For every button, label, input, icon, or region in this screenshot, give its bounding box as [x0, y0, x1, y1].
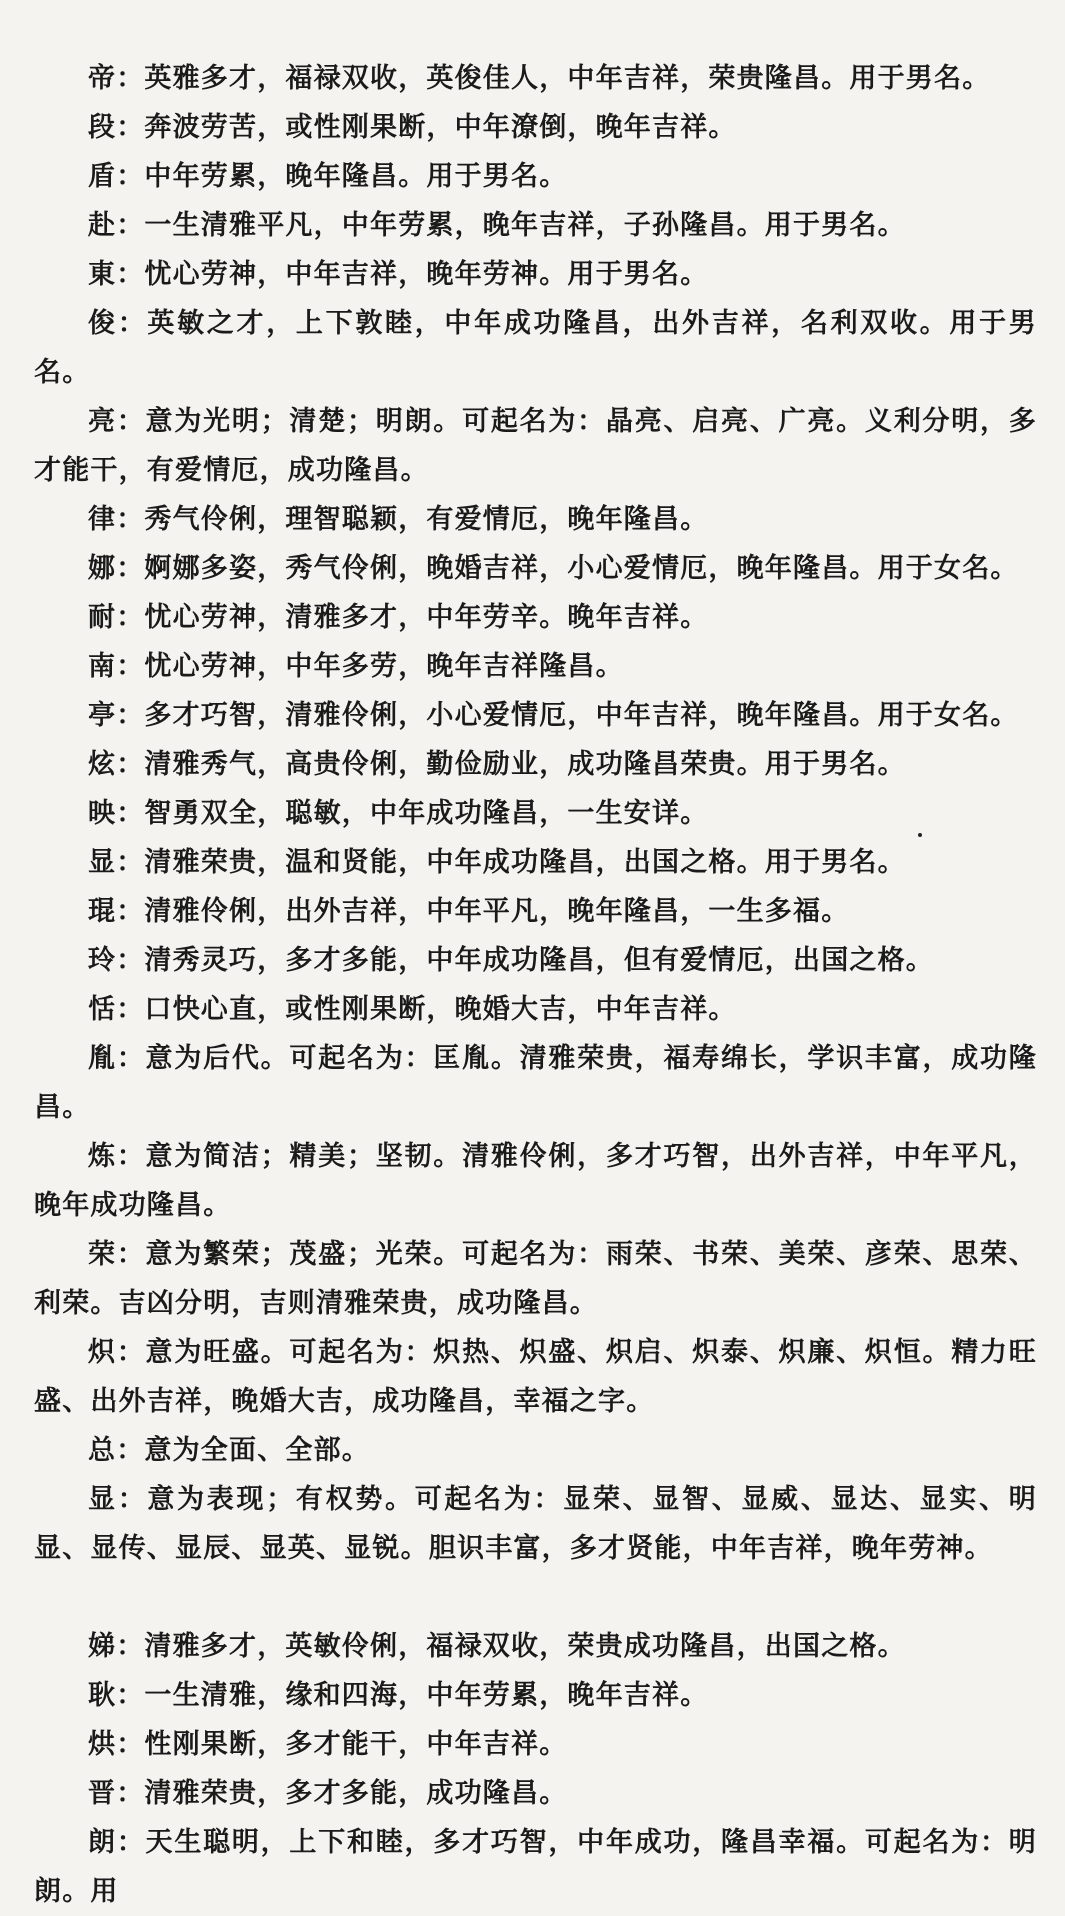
- entry-character: 律: [88, 504, 117, 535]
- dictionary-entry: [34, 1034, 1037, 1132]
- entry-character: 帝: [88, 63, 117, 94]
- entry-definition: ：清雅秀气，高贵伶俐，勤俭励业，成功隆昌荣贵。用于男名。: [116, 749, 906, 780]
- entry-definition: ：婀娜多姿，秀气伶俐，晚婚吉祥，小心爱情厄，晚年隆昌。用于女名。: [116, 553, 1019, 584]
- dictionary-entry: [34, 152, 1037, 201]
- entry-definition: ：英敏之才，上下敦睦，中年成功隆昌，出外吉祥，名利双收。用于男名。: [34, 308, 1037, 388]
- entry-character: 琨: [88, 896, 117, 927]
- dictionary-entry: [34, 397, 1037, 495]
- entry-definition: ：清秀灵巧，多才多能，中年成功隆昌，但有爱情厄，出国之格。: [116, 945, 935, 976]
- entry-definition: ：意为全面、全部。: [116, 1435, 371, 1466]
- dictionary-entry: [34, 789, 1037, 838]
- dictionary-entry: [34, 642, 1037, 691]
- dictionary-entry: [34, 1328, 1037, 1426]
- entry-definition: ：忧心劳神，清雅多才，中年劳辛。晚年吉祥。: [116, 602, 709, 633]
- dictionary-entry: [34, 1132, 1037, 1230]
- entry-character: 显: [88, 1484, 118, 1515]
- entry-definition: ：意为旺盛。可起名为：炽热、炽盛、炽启、炽泰、炽廉、炽恒。精力旺盛、出外吉祥，晚婚大吉，成功隆昌，幸福之字。: [34, 1337, 1037, 1417]
- dictionary-entry: [34, 495, 1037, 544]
- entry-character: 映: [88, 798, 117, 829]
- entry-definition: ：清雅伶俐，出外吉祥，中年平凡，晚年隆昌，一生多福。: [116, 896, 850, 927]
- entry-definition: ：清雅荣贵，多才多能，成功隆昌。: [116, 1778, 568, 1809]
- entry-character: 段: [88, 112, 117, 143]
- entry-definition: ：清雅荣贵，温和贤能，中年成功隆昌，出国之格。用于男名。: [116, 847, 906, 878]
- entries-bottom: [34, 1622, 1037, 1916]
- entry-definition: ：意为表现；有权势。可起名为：显荣、显智、显威、显达、显实、明显、显传、显辰、显英、显锐。胆识丰富，多才贤能，中年吉祥，晚年劳神。: [34, 1484, 1037, 1564]
- dictionary-entry: [34, 593, 1037, 642]
- dictionary-entry: [34, 1475, 1037, 1573]
- entry-character: 晋: [88, 1778, 117, 1809]
- entry-definition: ：意为后代。可起名为：匡胤。清雅荣贵，福寿绵长，学识丰富，成功隆昌。: [34, 1043, 1037, 1123]
- entry-character: 赴: [88, 210, 117, 241]
- entry-character: 玲: [88, 945, 117, 976]
- entry-definition: ：秀气伶俐，理智聪颖，有爱情厄，晚年隆昌。: [116, 504, 709, 535]
- entry-definition: ：性刚果断，多才能干，中年吉祥。: [116, 1729, 568, 1760]
- entry-character: 显: [88, 847, 117, 878]
- section-gap: [34, 1573, 1037, 1622]
- dictionary-entry: [34, 1769, 1037, 1818]
- dictionary-entry: [34, 838, 1037, 887]
- entry-definition: ：口快心直，或性刚果断，晚婚大吉，中年吉祥。: [116, 994, 737, 1025]
- entry-character: 恬: [88, 994, 117, 1025]
- entry-character: 朗: [88, 1827, 117, 1858]
- entry-definition: ：一生清雅，缘和四海，中年劳累，晚年吉祥。: [116, 1680, 709, 1711]
- entry-character: 荣: [88, 1239, 117, 1270]
- dictionary-entry: [34, 1720, 1037, 1769]
- dictionary-entry: [34, 1426, 1037, 1475]
- dictionary-entry: [34, 544, 1037, 593]
- dictionary-entry: [34, 1230, 1037, 1328]
- entry-definition: ：一生清雅平凡，中年劳累，晚年吉祥，子孙隆昌。用于男名。: [116, 210, 906, 241]
- entry-character: 亭: [88, 700, 117, 731]
- entry-definition: ：中年劳累，晚年隆昌。用于男名。: [116, 161, 568, 192]
- entry-definition: ：天生聪明，上下和睦，多才巧智，中年成功，隆昌幸福。可起名为：明朗。用: [34, 1827, 1037, 1907]
- dictionary-entry: [34, 1622, 1037, 1671]
- entry-character: 娜: [88, 553, 117, 584]
- dictionary-entry: [34, 691, 1037, 740]
- entry-character: 娣: [88, 1631, 117, 1662]
- entry-definition: ：英雅多才，福禄双收，英俊佳人，中年吉祥，荣贵隆昌。用于男名。: [116, 63, 991, 94]
- dictionary-entry: [34, 201, 1037, 250]
- entry-definition: ：奔波劳苦，或性刚果断，中年潦倒，晚年吉祥。: [116, 112, 737, 143]
- dictionary-entry: [34, 1671, 1037, 1720]
- dictionary-entry: [34, 740, 1037, 789]
- entry-character: 耐: [88, 602, 117, 633]
- print-speck: [918, 833, 922, 837]
- entry-definition: ：意为光明；清楚；明朗。可起名为：晶亮、启亮、广亮。义利分明，多才能干，有爱情厄，成功隆昌。: [34, 406, 1037, 486]
- entry-definition: ：意为简洁；精美；坚韧。清雅伶俐，多才巧智，出外吉祥，中年平凡，晚年成功隆昌。: [34, 1141, 1037, 1221]
- entries-top: [34, 54, 1037, 1573]
- entry-character: 東: [88, 259, 117, 290]
- dictionary-entry: [34, 250, 1037, 299]
- dictionary-entry: [34, 936, 1037, 985]
- dictionary-entry: [34, 54, 1037, 103]
- entry-definition: ：清雅多才，英敏伶俐，福禄双收，荣贵成功隆昌，出国之格。: [116, 1631, 906, 1662]
- dictionary-entry: [34, 985, 1037, 1034]
- dictionary-entry: [34, 887, 1037, 936]
- entry-character: 南: [88, 651, 117, 682]
- entry-definition: ：意为繁荣；茂盛；光荣。可起名为：雨荣、书荣、美荣、彦荣、思荣、利荣。吉凶分明，吉则清雅荣贵，成功隆昌。: [34, 1239, 1037, 1319]
- dictionary-entry: [34, 1818, 1037, 1916]
- entry-character: 亮: [88, 406, 117, 437]
- entry-character: 俊: [88, 308, 118, 339]
- entry-character: 炽: [88, 1337, 117, 1368]
- dictionary-entry: [34, 299, 1037, 397]
- entry-character: 炼: [88, 1141, 117, 1172]
- entry-character: 耿: [88, 1680, 117, 1711]
- entry-definition: ：忧心劳神，中年多劳，晚年吉祥隆昌。: [116, 651, 624, 682]
- entry-character: 炫: [88, 749, 117, 780]
- entry-definition: ：智勇双全，聪敏，中年成功隆昌，一生安详。: [116, 798, 709, 829]
- entry-character: 总: [88, 1435, 117, 1466]
- entry-definition: ：忧心劳神，中年吉祥，晚年劳神。用于男名。: [116, 259, 709, 290]
- entry-character: 烘: [88, 1729, 117, 1760]
- dictionary-entry: [34, 103, 1037, 152]
- entry-character: 胤: [88, 1043, 117, 1074]
- entry-character: 盾: [88, 161, 117, 192]
- entry-definition: ：多才巧智，清雅伶俐，小心爱情厄，中年吉祥，晚年隆昌。用于女名。: [116, 700, 1019, 731]
